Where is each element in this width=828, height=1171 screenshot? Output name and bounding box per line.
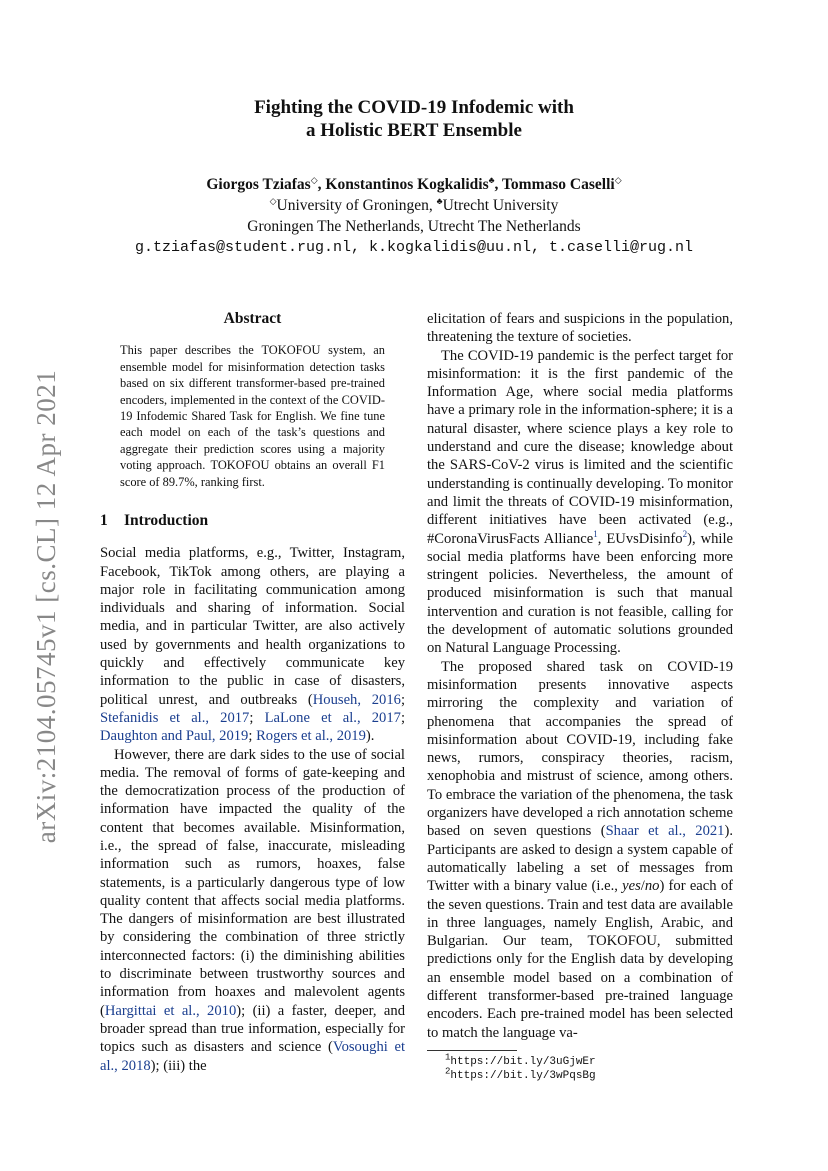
citation-link[interactable]: LaLone et al., 2017 <box>264 709 401 726</box>
left-column <box>100 310 405 1075</box>
author-1: Giorgos Tziafas <box>206 176 311 193</box>
affiliation-mark-1: ◇ <box>269 195 277 206</box>
paragraph-text: ); (ii) a faster, deeper, and broader spread than true information, especially for topics such as disasters and science ( <box>100 1002 405 1056</box>
author-3: Tommaso Caselli <box>502 176 615 193</box>
footnote-url[interactable]: https://bit.ly/3uGjwEr <box>450 1055 596 1068</box>
section-heading <box>100 512 405 530</box>
abstract-text <box>120 342 385 490</box>
abstract-heading: Abstract <box>223 310 282 327</box>
abstract-part: This paper describes the <box>120 343 262 358</box>
paper-title <box>0 96 828 142</box>
system-name: TOKOFOU <box>587 933 657 950</box>
footnote-ref[interactable]: 2 <box>682 528 688 539</box>
citation-link[interactable]: Daughton and Paul, 2019 <box>100 728 249 745</box>
citation-link[interactable]: Vosoughi et al., 2018 <box>100 1039 405 1074</box>
author-block <box>0 174 828 258</box>
footnote-number: 2 <box>445 1066 451 1077</box>
affiliation-line-2: Groningen The Netherlands, Utrecht The Netherlands <box>247 218 581 235</box>
paragraph-text: However, there are dark sides to the use of social media. The removal of forms of gate-keeping and the democratization process of the production of information have impacted the quality of the content that becomes available. Misinformation, i.e., the spread of false, inaccurate, misleading information such as rumors, hoaxes, false statements, is a particularly dangerous type of low quality content that affects social media platforms. The dangers of misinformation are best illustrated by considering the combination of three strictly interconnected factors: (i) the diminishing abilities to discriminate between trustworthy sources and information from hoaxes and malevolent agents ( <box>100 746 405 1019</box>
paragraph-text: ). <box>365 728 375 745</box>
paragraph-text: ), while social media platforms have been enforcing more stringent policies. Nevertheless, the amount of produced misinformation is such that manual intervention and curation is not feasible, calling for the development of automatic solutions grounded on Natural Language Processing. <box>427 530 733 657</box>
affiliation-1: University of Groningen, <box>276 197 437 214</box>
paragraph-text: , EUvsDisinfo <box>597 530 683 547</box>
separator: ; <box>400 691 405 708</box>
paragraph <box>427 347 733 658</box>
footnote-number: 1 <box>445 1052 451 1063</box>
paragraph <box>427 658 733 1042</box>
citation-link[interactable]: Hargittai et al., 2010 <box>104 1002 237 1019</box>
author-2: Konstantinos Kogkalidis <box>325 176 489 193</box>
system-name: TOKOFOU <box>261 343 321 358</box>
paragraph-text: ) for each of the seven questions. Train and test data are available in three languages, namely English, Arabic, and Bulgarian. Our team, <box>427 878 733 950</box>
paragraph: elicitation of fears and suspicions in the population, threatening the texture of societies. <box>427 311 733 346</box>
footnote-ref[interactable]: 1 <box>593 528 598 539</box>
paragraph-text: Social media platforms, e.g., Twitter, Instagram, Facebook, TikTok among others, are playing a major role in facilitating communication among individuals and sharing of information. Social media, and in particular Twitter, are also actively used by governments and health organizations to quickly and effectively communicate key information to the public in case of disasters, political unrest, and outbreaks ( <box>100 545 405 708</box>
author-1-mark: ◇ <box>310 174 318 185</box>
citation-link[interactable]: Househ, 2016 <box>312 691 401 708</box>
paragraph-text: The COVID-19 pandemic is the perfect target for misinformation: it is the first pandemic of the Information Age, where social media platforms have a primary role in the information-sphere; it is a natural disaster, where science plays a key role to understand and cure the disease; knowledge about the SARS-CoV-2 virus is limited and the scientific understanding is continually developing. To monitor and limit the threats of COVID-19 misinformation, different initiatives have been activated (e.g., #CoronaVirusFacts Alliance <box>427 347 733 547</box>
separator: ; <box>400 709 405 726</box>
italic-term: yes <box>622 878 641 895</box>
arxiv-id: arXiv:2104.05745v1 [cs.CL] 12 Apr 2021 <box>31 369 62 843</box>
author-2-mark: ♣ <box>488 174 495 185</box>
paragraph <box>100 746 405 1075</box>
footnotes <box>427 1052 733 1083</box>
paragraph-text: , submitted predictions only for the English data by developing an ensemble model based on a combination of different transformer-based pre-trained language encoders. Each pre-trained model has been selected to match the language va- <box>427 933 733 1041</box>
italic-term: no <box>644 878 660 895</box>
paragraph <box>100 544 405 745</box>
section-title: Introduction <box>124 511 209 529</box>
citation-link[interactable]: Stefanidis et al., 2017 <box>100 709 250 726</box>
footnote <box>445 1052 733 1069</box>
section-number: 1 <box>100 511 108 529</box>
affiliation-line-1 <box>0 195 828 216</box>
author-3-mark: ◇ <box>614 174 622 185</box>
citation-link[interactable]: Rogers et al., 2019 <box>256 728 366 745</box>
abstract-part: system, an ensemble model for misinformation detection tasks based on six different transformer-based pre-trained encoders, implemented in the context of the COVID-19 Infodemic Shared Task for English. We fine tune each model on each of the task’s questions and aggregate their prediction scores using a majority voting approach. <box>120 343 385 473</box>
separator: / <box>640 878 645 895</box>
paragraph-text: The proposed shared task on COVID-19 misinformation presents innovative aspects mirroring the complexity and variation of phenomena that accompanies the spread of misinformation about COVID-19, including fake news, rumors, conspiracy theories, racism, xenophobia and mistrust of science, among others. To embrace the variation of the phenomena, the task organizers have developed a rich annotation scheme based on seven questions ( <box>427 658 733 840</box>
affiliation-mark-2: ♣ <box>436 195 443 206</box>
author-names: Giorgos Tziafas◇, Konstantinos Kogkalidis♣, Tommaso Caselli◇ <box>206 174 622 193</box>
citation-link[interactable]: Shaar et al., 2021 <box>605 823 725 840</box>
affiliation-2: Utrecht University <box>442 197 559 214</box>
footnote <box>445 1066 733 1083</box>
footnote-url[interactable]: https://bit.ly/3wPqsBg <box>450 1069 596 1082</box>
paragraph-text: ). Participants are asked to design a system capable of automatically labeling a set of messages from Twitter with a binary value (i.e., <box>427 823 733 895</box>
title-line-2: a Holistic BERT Ensemble <box>306 120 522 141</box>
abstract-part: obtains an overall F1 score of 89.7%, ranking first. <box>120 458 385 489</box>
footnote-rule <box>427 1050 517 1051</box>
separator: ; <box>248 728 257 745</box>
right-column <box>427 310 733 1083</box>
system-name: TOKOFOU <box>210 458 270 473</box>
author-emails: g.tziafas@student.rug.nl, k.kogkalidis@uu.nl, t.caselli@rug.nl <box>134 239 694 256</box>
arxiv-stamp <box>22 362 72 850</box>
paragraph-text: ); (iii) the <box>150 1057 207 1074</box>
separator: ; <box>249 709 265 726</box>
title-line-1: Fighting the COVID-19 Infodemic with <box>254 97 574 118</box>
